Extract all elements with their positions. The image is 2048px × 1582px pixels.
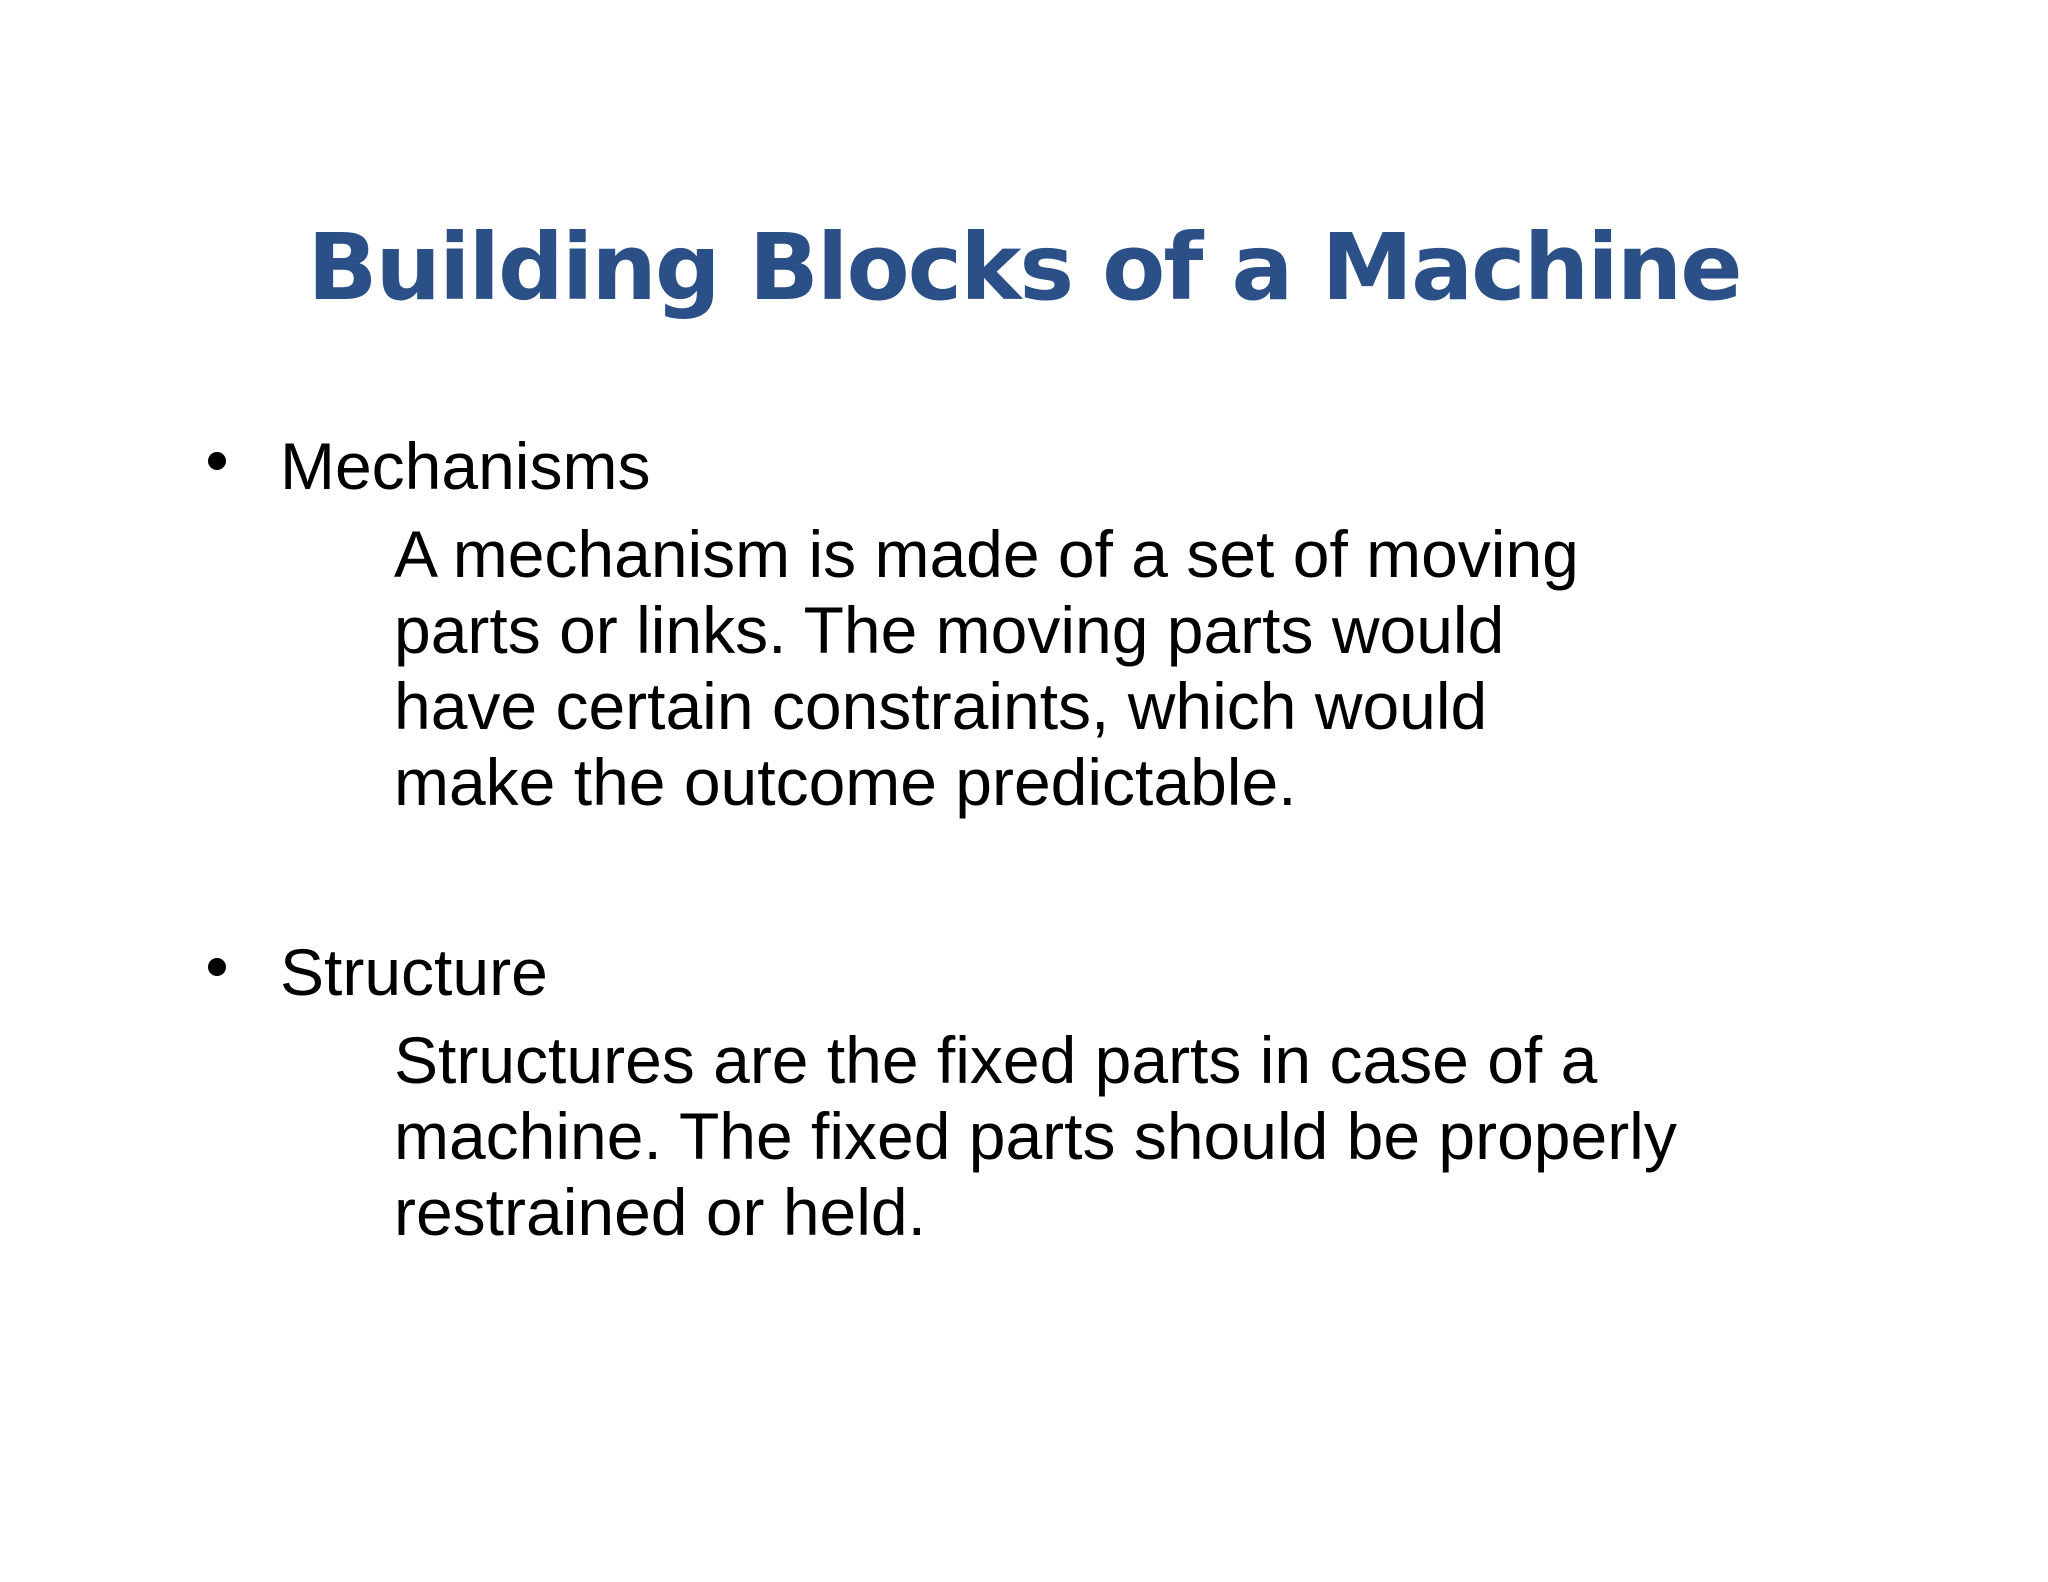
bullet-body [394,516,1994,820]
body-line: have certain constraints, which would [394,669,1488,743]
body-line: make the outcome predictable. [394,745,1297,819]
bullet-dot-icon [208,958,226,976]
bullet-heading: Structure [280,935,548,1009]
body-line: restrained or held. [394,1175,926,1249]
body-line: parts or links. The moving parts would [394,593,1505,667]
bullet-heading: Mechanisms [280,429,651,503]
body-line: machine. The fixed parts should be properly [394,1099,1677,1173]
body-line: Structures are the fixed parts in case of a [394,1023,1598,1097]
slide-title: Building Blocks of a Machine [307,214,1741,321]
bullet-dot-icon [208,452,226,470]
bullet-body [394,1022,1994,1250]
body-line: A mechanism is made of a set of moving [394,517,1579,591]
